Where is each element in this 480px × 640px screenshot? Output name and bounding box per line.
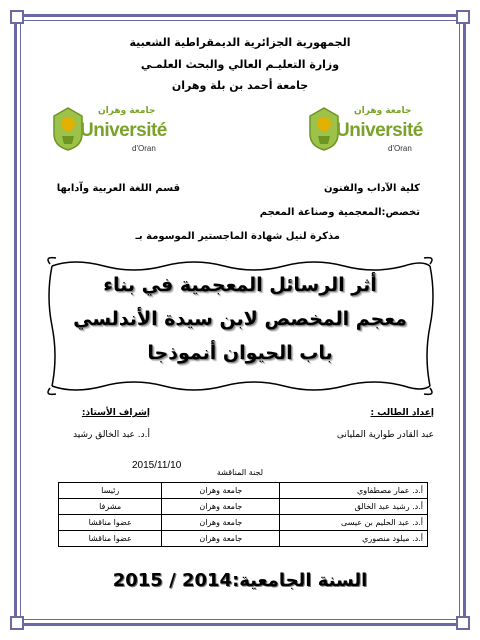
logo-arabic-text: جامعة وهران: [354, 106, 412, 116]
jury-name: أ.د. عبد الحليم بن عيسى: [280, 515, 428, 531]
supervisor-label: إشراف الأستاذ:: [81, 408, 150, 418]
committee-label: لجنة المناقشة: [216, 468, 264, 477]
jury-name: أ.د. ميلود منصوري: [280, 531, 428, 547]
jury-role: مشرفا: [59, 499, 162, 515]
logo-sub-text: d'Oran: [388, 144, 412, 153]
prepared-by-label: إعداد الطالب :: [370, 408, 434, 418]
jury-role: رئيسا: [59, 483, 162, 499]
defense-date: 2015/11/10: [132, 460, 182, 471]
jury-role: عضوا مناقشا: [59, 531, 162, 547]
logo-arabic-text: جامعة وهران: [98, 106, 156, 116]
jury-university: جامعة وهران: [162, 515, 280, 531]
department-label: قسم اللغة العربية وآدابها: [56, 183, 180, 194]
title-line-2: معجم المخصص لابن سيدة الأندلسي: [73, 308, 407, 330]
republic-heading: الجمهورية الجزائرية الديمقراطية الشعبية: [129, 36, 351, 49]
logo-sub-text: d'Oran: [132, 144, 156, 153]
specialty-label: تخصص:المعجمية وصناعة المعجم: [259, 207, 420, 218]
academic-year: السنة الجامعية:2014 / 2015: [112, 570, 368, 591]
table-row: [59, 483, 428, 499]
logo-latin-text: Université: [336, 120, 423, 141]
table-row: [59, 499, 428, 515]
jury-name: أ.د. رشيد عبد الخالق: [280, 499, 428, 515]
jury-table: [58, 482, 428, 547]
logo-latin-text: Université: [80, 120, 167, 141]
student-name: عبد القادر طوارية المليانى: [336, 430, 434, 440]
jury-university: جامعة وهران: [162, 531, 280, 547]
faculty-label: كلية الآداب والفنون: [324, 183, 420, 194]
university-logo-right: [304, 102, 422, 168]
table-row: [59, 515, 428, 531]
jury-university: جامعة وهران: [162, 499, 280, 515]
university-heading: جامعة أحمد بن بلة وهران: [171, 79, 309, 92]
border-corner: [456, 10, 470, 24]
title-frame: [44, 256, 436, 396]
border-corner: [456, 616, 470, 630]
university-logo-left: [48, 102, 166, 168]
supervisor-name: أ.د. عبد الخالق رشيد: [73, 430, 150, 440]
jury-name: أ.د. عمار مصطفاوي: [280, 483, 428, 499]
jury-university: جامعة وهران: [162, 483, 280, 499]
jury-role: عضوا مناقشا: [59, 515, 162, 531]
border-corner: [10, 10, 24, 24]
title-line-3: باب الحيوان أنموذجا: [147, 342, 333, 364]
border-corner: [10, 616, 24, 630]
table-row: [59, 531, 428, 547]
ministry-heading: وزارة التعليـم العالي والبحث العلمـي: [140, 58, 340, 71]
thesis-note: مذكرة لنيل شهادة الماجستير الموسومة بـ: [135, 231, 340, 242]
title-line-1: أثر الرسائل المعجمية في بناء: [103, 274, 377, 296]
